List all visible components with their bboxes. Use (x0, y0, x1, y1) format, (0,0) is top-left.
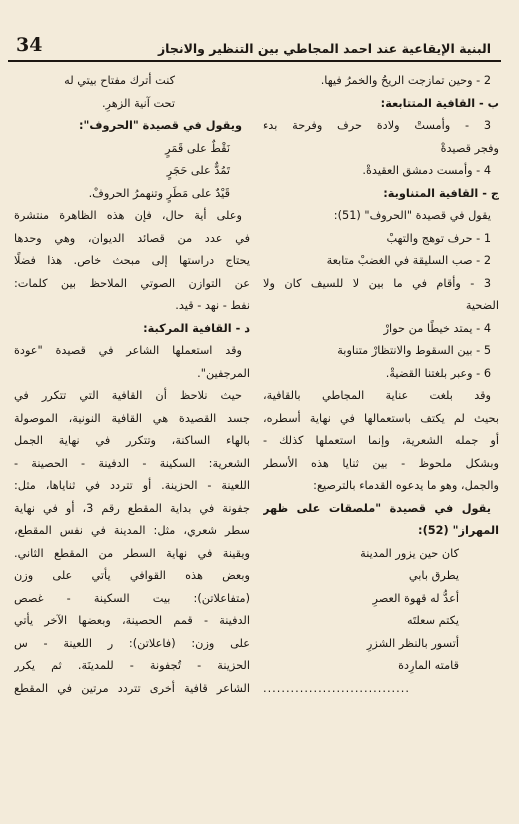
text-line: حيث نلاحظ أن القافية التي تتكرر في (14, 389, 242, 402)
text-line: سطر شعري، مثل: المدينة في نفس المقطع، (14, 524, 250, 537)
text-line: ويقول في قصيدة "الحروف": (79, 119, 242, 132)
text-line: أعدُّ له قهوة العصرِ (372, 591, 459, 605)
text-line: 6 - وعبر بلغتنا القضيةْ. (385, 366, 491, 380)
text-line: جفونة في بداية المقطع رقم 3، أو في نهاية (14, 501, 250, 515)
text-line: ب - القافية المتتابعة: (380, 96, 499, 110)
text-line: قامته المارِدة (398, 659, 459, 672)
text-line: الضحية (465, 299, 499, 312)
text-line: عن التوازن الصوتي الملاحظ بين كلمات: (14, 276, 250, 290)
text-line: د - القافية المركبة: (143, 321, 250, 335)
text-line: الدفينة - قمم الحصينة، وبعضها الآخر يأتي (14, 614, 250, 627)
text-line: أو جمله الشعرية، وإنما استعملها كذلك - (263, 434, 499, 447)
text-line: نفط - نهد - قيد. (175, 299, 250, 312)
text-line: الشعرية: السكينة - الدفينة - الحصينة - (14, 456, 250, 470)
text-line: (متفاعلاتن): بيت السكينة - غصص (14, 591, 250, 605)
text-line: اللعينة - الحزينة. أو تتردد في ثناياها، مثل: (14, 479, 250, 492)
text-line: يكتم سعلتَه (406, 614, 459, 627)
page-number: 34 (16, 34, 43, 56)
text-line: جسد القصيدة هي القافية النونية، الموصولة (14, 411, 250, 425)
page-header (16, 30, 491, 56)
text-line: أتسور بالنظر الشزرِ (366, 636, 459, 650)
text-line: تحت آنية الزهرِ. (101, 96, 175, 110)
text-line: كنت أترك مفتاح بيتي له (64, 74, 175, 87)
left-column (14, 70, 250, 700)
text-line: 1 - حرف توهج والتهبْ (386, 231, 491, 245)
text-line: يقول في قصيدة "ملصقات على ظهر (263, 501, 491, 515)
text-line: قَيْدٌ على مَطَرٍ وتنهمرُ الحروفْ. (88, 186, 230, 200)
text-line: وعلى أية حال، فإن هذه الظاهرة منتشرة (14, 209, 242, 222)
running-title: البنية الإيقاعية عند احمد المجاطي بين التنظير والانجاز (157, 41, 491, 56)
text-line: المرجفين". (197, 366, 250, 380)
text-line: تَمُدٌّ على حَجَرٍ (166, 164, 230, 177)
text-line: 4 - يمتد خيطًا من حوارْ (383, 321, 491, 335)
text-line: والجمل، وهو ما يدعوه القدماء بالترصيع: (313, 479, 499, 492)
text-line: الحزينة - تُجفونة - للمدينَة. ثم يكرر (14, 659, 250, 672)
text-line: وبعض هذه القوافي يأتي على وزن (14, 569, 250, 582)
text-line: وفجر قصيدةْ (440, 141, 499, 155)
right-column (263, 70, 499, 700)
text-line: على وزن: (فاعلاتن): ر اللعينة - س (14, 636, 250, 650)
text-line: وقد بلغت عناية المجاطي بالقافية، (263, 389, 491, 402)
text-line: 3 - وأمستْ ولادة حرف وفرحة بدء (263, 119, 491, 132)
text-line: نَقْطٌ على قَمَرٍ (165, 141, 230, 155)
text-line: بالهاء الساكنة، وتتكرر في نهاية الجمل (14, 434, 250, 447)
text-line: وقد استعملها الشاعر في قصيدة "عودة (14, 344, 242, 357)
text-line: يقول في قصيدة "الحروف" (51): (333, 209, 491, 222)
text-line: الشاعر قافية أخرى تتردد مرتين في المقطع (14, 681, 250, 695)
dotted-separator: ................................ (263, 681, 410, 695)
text-line: المهراز" (52): (418, 524, 499, 537)
text-line: 2 - وحين تمازجت الريحُ والخمرُ فيها. (320, 74, 491, 87)
text-line: بحيث لم يكتف باستعمالها في نهاية أسطره، (263, 411, 499, 425)
text-line: 2 - صب السليقة في الغضبْ متابعة (326, 254, 491, 267)
text-line: كان حين يزور المدينة (360, 546, 459, 560)
text-line: يحتاج دراستها إلى مبحث خاص. هذا فضلًا (14, 254, 250, 267)
header-rule (8, 60, 501, 62)
text-line: 3 - وأقام في ما بين لا للسيف كان ولا (263, 276, 491, 290)
text-line: وبشكل ملحوظ - بين ثنايا هذه الأسطر (263, 456, 499, 470)
text-line: 4 - وأمست دمشق العقيدةْ. (362, 164, 491, 177)
text-line: ج - القافية المتناوبة: (383, 186, 499, 200)
text-line: يطرق بابي (408, 569, 459, 582)
text-line: ويقينة في نهاية السطر من المقطع الثاني. (14, 546, 250, 560)
text-line: في عدد من قصائد الديوان، وهي وحدها (14, 231, 250, 245)
text-line: 5 - بين السقوط والانتظارْ متناوبة (337, 344, 491, 357)
